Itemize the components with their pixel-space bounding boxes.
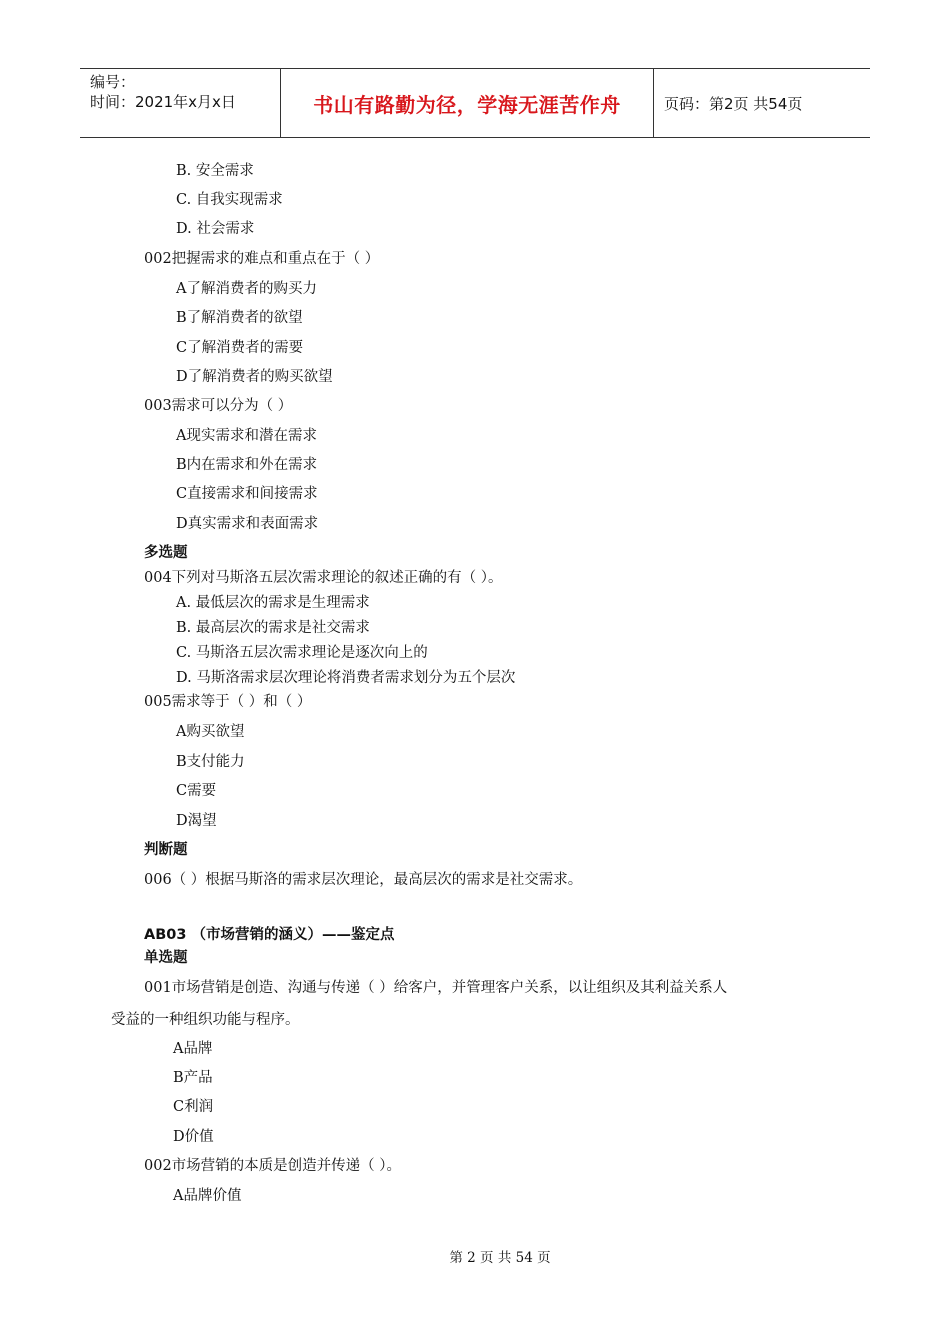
unit-heading: AB03 （市场营销的涵义）——鉴定点 [144,927,395,943]
question-001-continued: 受益的一种组织功能与程序。 [111,1012,300,1028]
header-meta [80,69,281,137]
question-002: 002把握需求的难点和重点在于（ ） [144,251,380,267]
section-heading: 判断题 [144,842,188,858]
option-b: B内在需求和外在需求 [176,457,318,473]
option-b: B. 安全需求 [176,163,254,179]
motto: 书山有路勤为径，学海无涯苦作舟 [281,69,654,137]
option-c: C直接需求和间接需求 [176,486,318,502]
option-a: A购买欲望 [176,724,245,740]
option-d: D了解消费者的购买欲望 [176,369,333,385]
question-004: 004下列对马斯洛五层次需求理论的叙述正确的有（ ）。 [144,570,503,586]
option-a: A品牌价值 [173,1188,242,1204]
section-heading: 多选题 [144,545,188,561]
page-info: 页码：第2页 共54页 [664,94,803,113]
option-c: C. 自我实现需求 [176,192,283,208]
option-d: D渴望 [176,813,217,829]
question-002: 002市场营销的本质是创造并传递（ ）。 [144,1158,402,1174]
option-c: C了解消费者的需要 [176,340,304,356]
option-c: C. 马斯洛五层次需求理论是逐次向上的 [176,645,428,661]
question-001: 001市场营销是创造、沟通与传递（ ）给客户，并管理客户关系，以让组织及其利益关系人 [144,980,728,996]
number-label: 编号： [90,73,136,91]
question-006: 006（ ）根据马斯洛的需求层次理论，最高层次的需求是社交需求。 [144,872,583,888]
section-heading: 单选题 [144,950,188,966]
option-b: B了解消费者的欲望 [176,310,303,326]
option-d: D. 社会需求 [176,221,255,237]
option-a: A现实需求和潜在需求 [176,428,317,444]
option-d: D. 马斯洛需求层次理论将消费者需求划分为五个层次 [176,670,516,686]
option-c: C利润 [173,1099,214,1115]
option-b: B. 最高层次的需求是社交需求 [176,620,370,636]
option-a: A. 最低层次的需求是生理需求 [176,595,370,611]
option-c: C需要 [176,783,217,799]
page-footer: 第 2 页 共 54 页 [449,1250,551,1266]
question-003: 003需求可以分为（ ） [144,398,293,414]
option-b: B支付能力 [176,754,245,770]
question-005: 005需求等于（ ）和（ ） [144,694,312,710]
option-b: B产品 [173,1070,213,1086]
option-a: A了解消费者的购买力 [176,281,317,297]
option-d: D真实需求和表面需求 [176,516,319,532]
option-d: D价值 [173,1129,214,1145]
time-label: 时间：2021年x月x日 [90,93,236,111]
page-header [80,68,870,138]
option-a: A品牌 [173,1041,213,1057]
